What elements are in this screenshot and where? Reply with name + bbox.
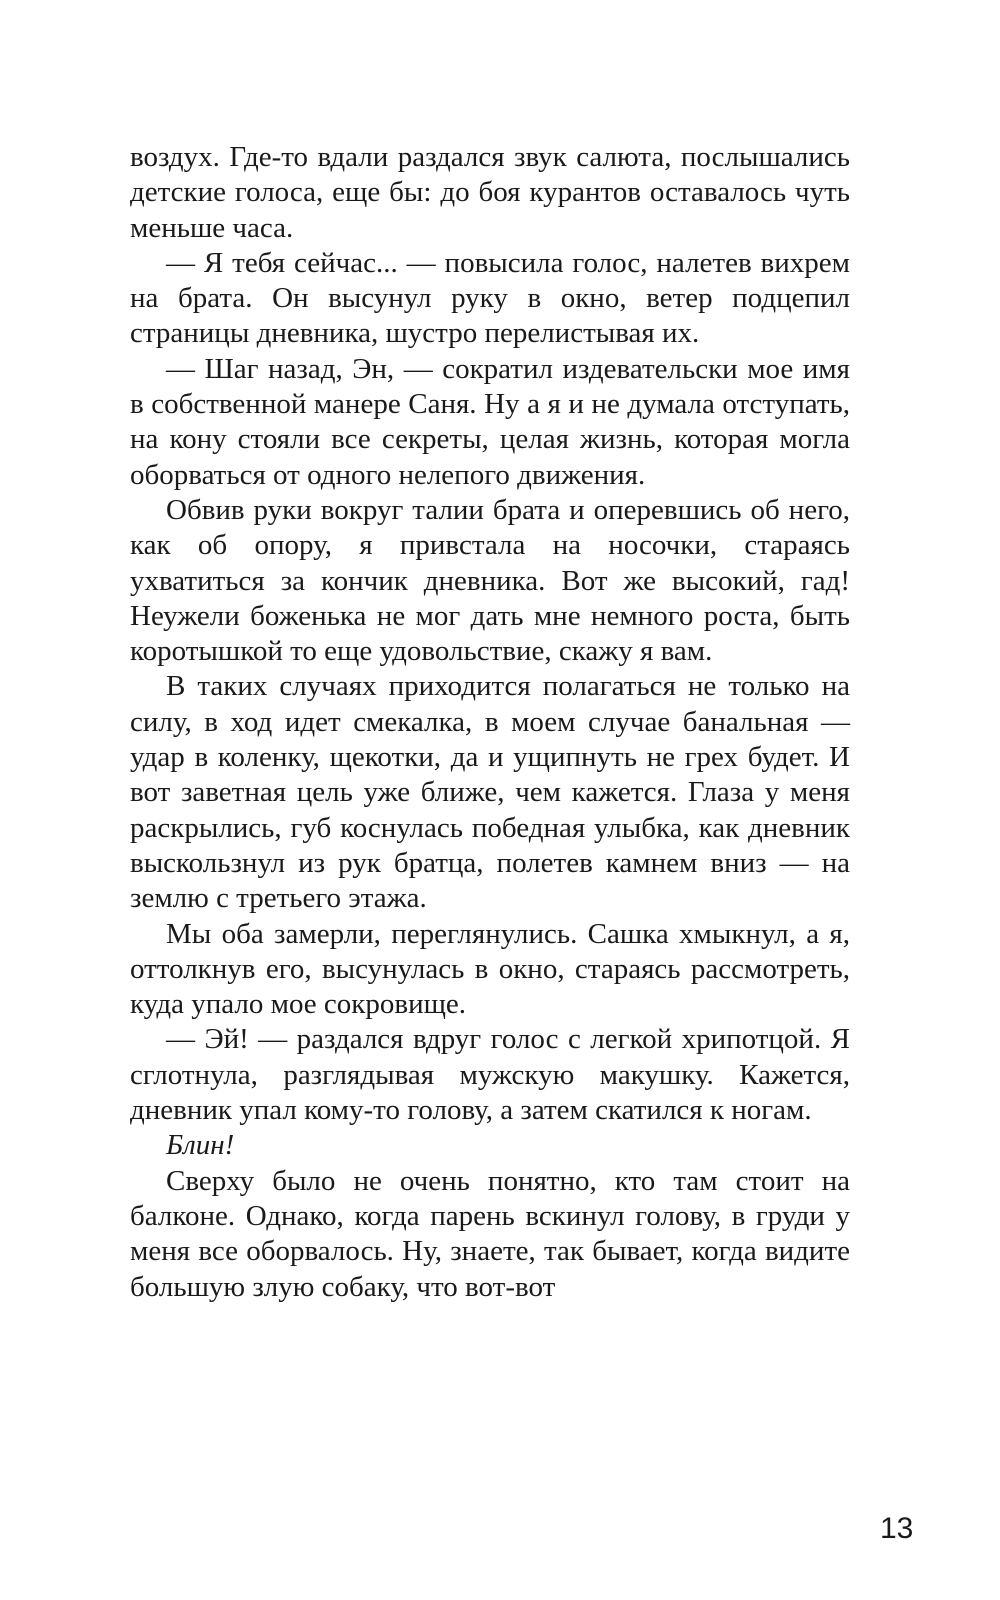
- page-number: 13: [880, 1512, 914, 1545]
- paragraph-4: Обвив руки вокруг талии брата и оперевшись об него, как об опору, я привстала на носочки, стараясь ухватиться за кончик дневника. Вот же высокий, гад! Неужели боженька не мог дать мне немного роста, быть коротышкой то еще удовольствие, скажу я вам.: [130, 493, 850, 668]
- paragraph-3: — Шаг назад, Эн, — сократил издевательски мое имя в собственной манере Саня. Ну а я и не думала отступать, на кону стояли все секреты, целая жизнь, которая могла оборваться от одного нелепого движения.: [130, 352, 850, 491]
- paragraph-8-italic: Блин!: [166, 1129, 235, 1162]
- paragraph-7: — Эй! — раздался вдруг голос с легкой хрипотцой. Я сглотнула, разглядывая мужскую макушку. Кажется, дневник упал кому-то голову, а затем скатился к ногам.: [130, 1023, 850, 1127]
- page-body: [130, 140, 850, 1305]
- paragraph-2: — Я тебя сейчас... — повысила голос, налетев вихрем на брата. Он высунул руку в окно, ветер подцепил страницы дневника, шустро перелистывая их.: [130, 246, 850, 350]
- paragraph-5: В таких случаях приходится полагаться не только на силу, в ход идет смекалка, в моем случае банальная — удар в коленку, щекотки, да и ущипнуть не грех будет. И вот заветная цель уже ближе, чем кажется. Глаза у меня раскрылись, губ коснулась победная улыбка, как дневник выскользнул из рук братца, полетев камнем вниз — на землю с третьего этажа.: [130, 670, 850, 915]
- paragraph-9: Сверху было не очень понятно, кто там стоит на балконе. Однако, когда парень вскинул голову, в груди у меня все оборвалось. Ну, знаете, так бывает, когда видите большую злую собаку, что вот-вот: [130, 1164, 850, 1303]
- paragraph-1: воздух. Где-то вдали раздался звук салюта, послышались детские голоса, еще бы: до боя курантов оставалось чуть меньше часа.: [130, 141, 850, 244]
- paragraph-6: Мы оба замерли, переглянулись. Сашка хмыкнул, а я, оттолкнув его, высунулась в окно, стараясь рассмотреть, куда упало мое сокровище.: [130, 917, 850, 1021]
